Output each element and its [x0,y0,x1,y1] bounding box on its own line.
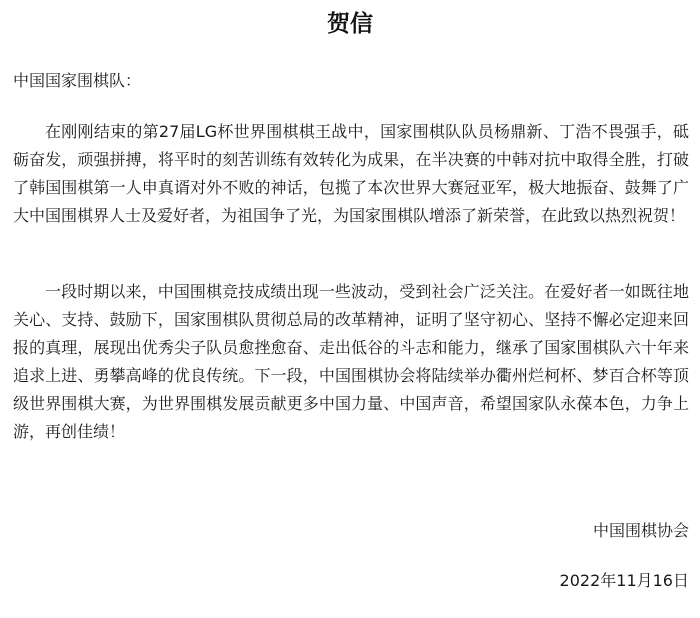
letter-date: 2022年11月16日 [559,571,689,590]
letter-paragraph-2: 一段时期以来，中国围棋竞技成绩出现一些波动，受到社会广泛关注。在爱好者一如既往地关心、支持、鼓励下，国家围棋队贯彻总局的改革精神，证明了坚守初心、坚持不懈必定迎来回报的真理，展现出优秀尖子队员愈挫愈奋、走出低谷的斗志和能力，继承了国家围棋队六十年来追求上进、勇攀高峰的优良传统。下一段，中国围棋协会将陆续举办衢州烂柯杯、梦百合杯等顶级世界围棋大赛，为世界围棋发展贡献更多中国力量、中国声音，希望国家队永葆本色，力争上游，再创佳绩！ [13,282,689,441]
letter-title: 贺信 [327,11,373,37]
letter-paragraph-1: 在刚刚结束的第27届LG杯世界围棋棋王战中，国家围棋队队员杨鼎新、丁浩不畏强手，砥砺奋发，顽强拼搏，将平时的刻苦训练有效转化为成果，在半决赛的中韩对抗中取得全胜，打破了韩国围棋第一人申真谞对外不败的神话，包揽了本次世界大赛冠亚军，极大地振奋、鼓舞了广大中国围棋界人士及爱好者，为祖国争了光，为国家围棋队增添了新荣誉，在此致以热烈祝贺！ [13,122,689,225]
letter-salutation: 中国国家围棋队： [13,71,142,90]
letter-signature: 中国围棋协会 [592,521,689,540]
